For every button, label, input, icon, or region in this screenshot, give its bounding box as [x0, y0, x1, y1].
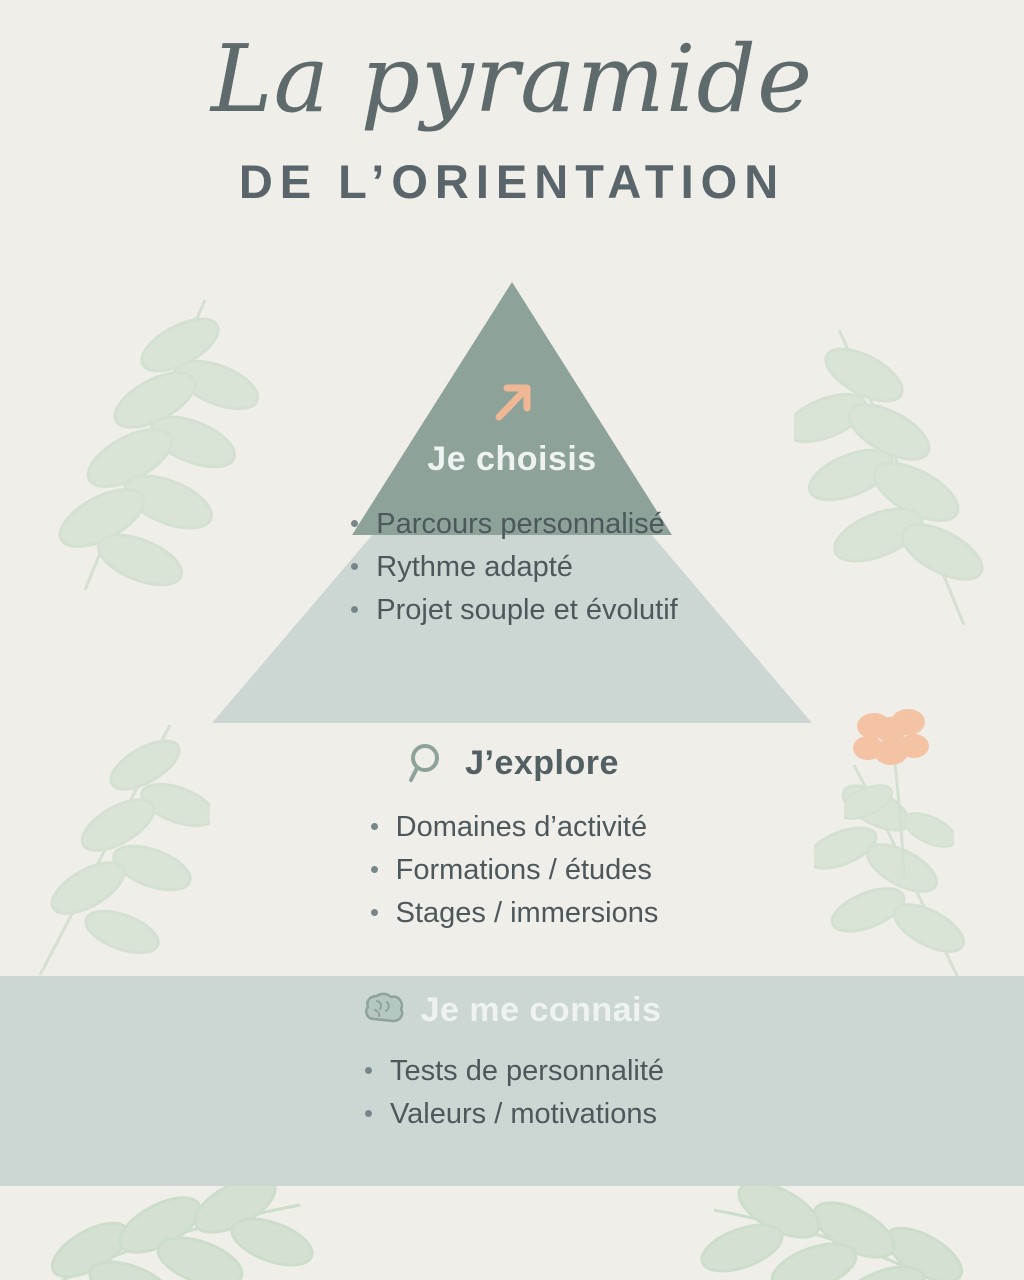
level-2-header: [0, 740, 1024, 786]
level-3-bullets: [360, 1050, 664, 1136]
page-subtitle: DE L’ORIENTATION: [238, 154, 786, 208]
page-title-script: La pyramide: [210, 25, 814, 133]
level-1-bullets: [346, 503, 677, 632]
list-item: Valeurs / motivations: [360, 1093, 664, 1136]
level-2-bullets: [366, 806, 659, 935]
page-title-block: [0, 24, 1024, 209]
level-1-header: [0, 440, 1024, 479]
list-item: Rythme adapté: [346, 546, 677, 589]
level-je-choisis: [0, 440, 1024, 632]
arrow-up-right-icon: [485, 375, 539, 429]
brain-icon: [363, 990, 407, 1030]
level-1-title: Je choisis: [427, 440, 597, 478]
list-item: Tests de personnalité: [360, 1050, 664, 1093]
level-3-header: [0, 990, 1024, 1030]
level-2-title: J’explore: [465, 743, 619, 782]
list-item: Stages / immersions: [366, 892, 659, 935]
list-item: Formations / études: [366, 849, 659, 892]
level-jexplore: [0, 740, 1024, 935]
list-item: Projet souple et évolutif: [346, 589, 677, 632]
magnifier-icon: [405, 740, 451, 786]
level-3-title: Je me connais: [420, 990, 662, 1029]
list-item: Parcours personnalisé: [346, 503, 677, 546]
arrow-up-right-icon-wrap: [485, 375, 539, 429]
list-item: Domaines d’activité: [366, 806, 659, 849]
level-je-me-connais: [0, 990, 1024, 1136]
